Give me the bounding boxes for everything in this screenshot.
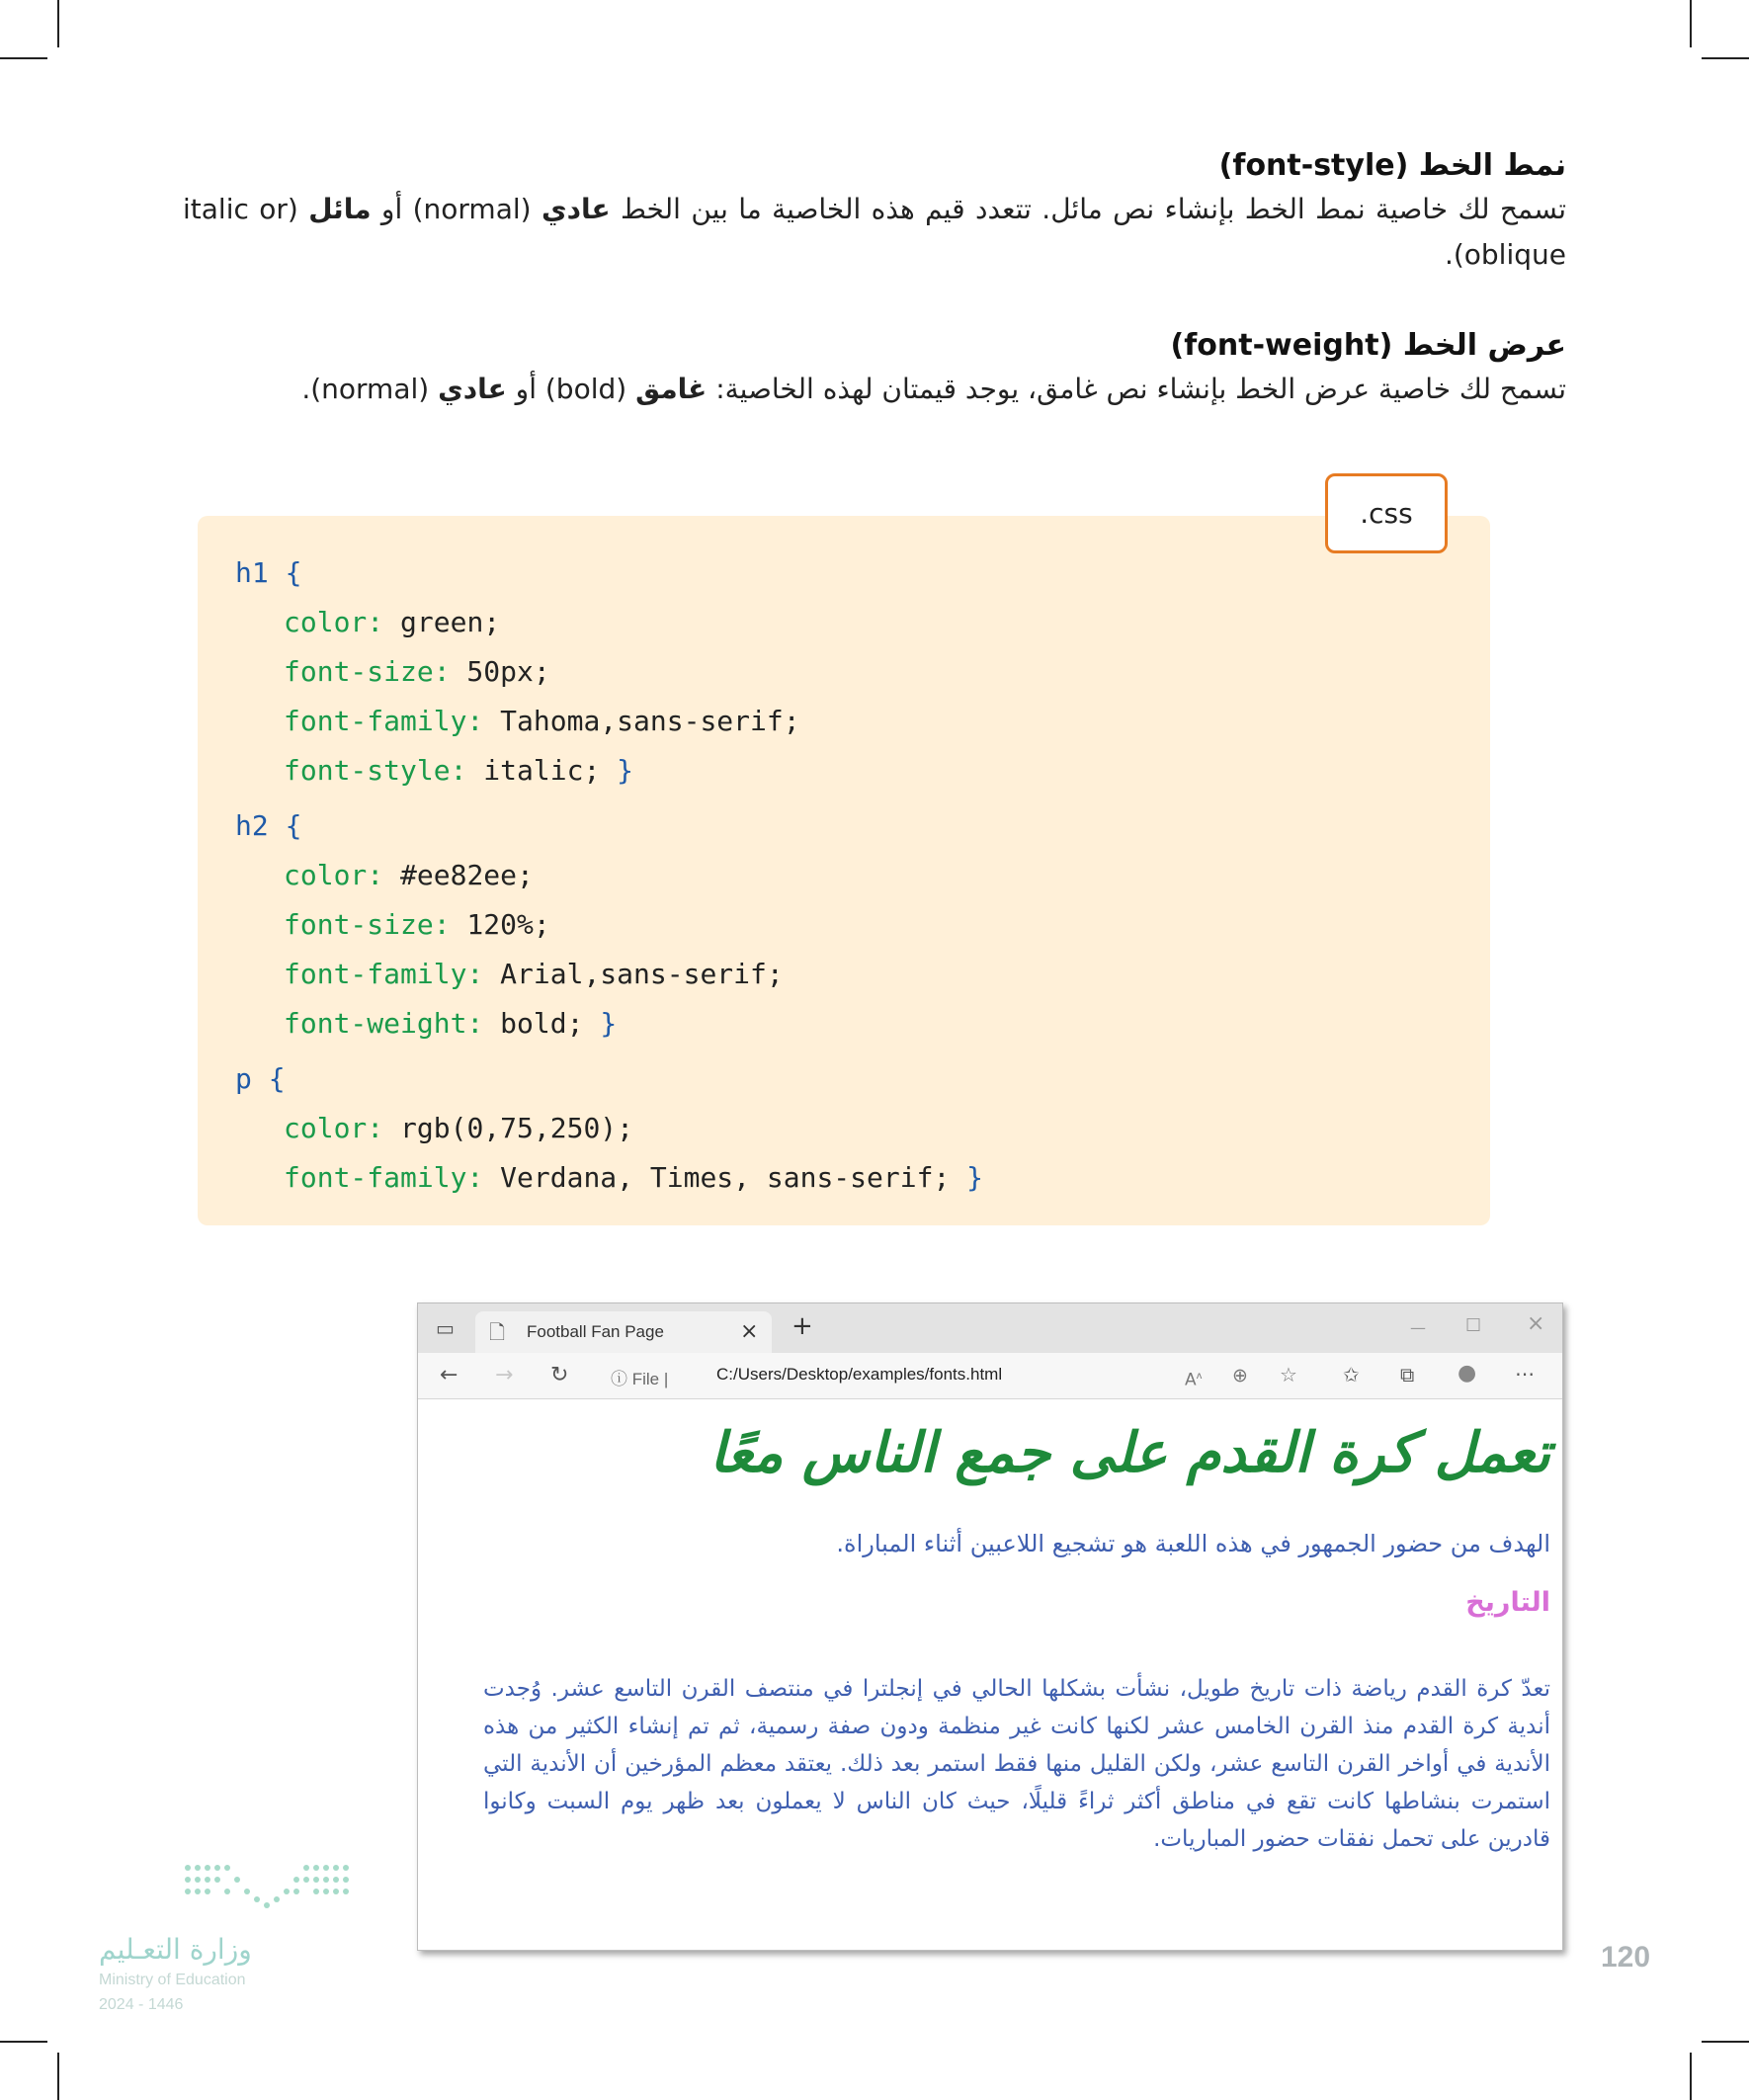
code-line: [235, 746, 983, 796]
code-line: [235, 1153, 983, 1203]
crop-mark: [57, 2053, 59, 2100]
history-heading: التاريخ: [1465, 1587, 1550, 1618]
text-run: (normal) أو: [371, 193, 541, 225]
page-heading: تعمل كرة القدم على جمع الناس معًا: [709, 1421, 1550, 1485]
css-value: rgb(0,75,250);: [383, 1112, 634, 1144]
code-line: [235, 697, 983, 746]
css-file-tab: .css: [1325, 473, 1448, 553]
intro-paragraph: الهدف من حضور الجمهور في هذه اللعبة هو تشجيع اللاعبين أثناء المباراة.: [836, 1530, 1550, 1557]
address-bar: [418, 1353, 1562, 1399]
font-weight-section: [183, 328, 1566, 412]
css-value: Arial,sans-serif;: [483, 958, 784, 990]
css-property: font-family:: [284, 705, 484, 737]
back-icon[interactable]: ←: [440, 1363, 458, 1387]
css-code: [235, 548, 983, 1203]
file-indicator: ⓘ File |: [611, 1370, 669, 1388]
crop-mark: [1702, 57, 1749, 59]
crop-mark: [57, 0, 59, 47]
css-property: color:: [284, 859, 384, 891]
font-weight-description: [183, 367, 1566, 412]
css-property: font-family:: [284, 1161, 484, 1194]
collections-icon[interactable]: ⧉: [1400, 1363, 1415, 1386]
tab-bar: [418, 1303, 1562, 1353]
crop-mark: [0, 57, 47, 59]
bold-term: عادي: [438, 373, 507, 405]
bold-term: مائل: [308, 193, 372, 225]
code-line: [235, 999, 983, 1049]
css-property: color:: [284, 1112, 384, 1144]
zoom-icon[interactable]: ⊕: [1232, 1365, 1248, 1386]
crop-mark: [0, 2041, 47, 2043]
crop-mark: [1690, 0, 1692, 47]
minimize-icon[interactable]: —: [1410, 1318, 1426, 1337]
page-content: [418, 1399, 1562, 1949]
code-line: [235, 1104, 983, 1153]
css-value: Tahoma,sans-serif;: [483, 705, 800, 737]
read-aloud-icon[interactable]: $A^ʌ$: [1185, 1370, 1203, 1390]
close-window-icon[interactable]: ×: [1527, 1311, 1545, 1336]
page-number: 120: [1601, 1941, 1651, 1974]
css-value: #ee82ee;: [383, 859, 534, 891]
css-property: font-size:: [284, 655, 451, 688]
text-run: تسمح لك خاصية نمط الخط بإنشاء نص مائل. تتعدد قيم هذه الخاصية ما بين الخط: [610, 193, 1566, 225]
profile-icon[interactable]: ●: [1458, 1361, 1477, 1386]
h1-selector: h1 {: [235, 556, 302, 589]
browser-tab[interactable]: [475, 1311, 772, 1353]
text-run: (bold) أو: [506, 373, 636, 405]
css-value: Verdana, Times, sans-serif;: [483, 1161, 967, 1194]
close-brace: }: [966, 1161, 984, 1194]
font-style-description: [183, 187, 1566, 278]
css-value: bold;: [483, 1007, 601, 1040]
css-value: 50px;: [450, 655, 550, 688]
font-weight-heading: عرض الخط (font-weight): [1170, 328, 1566, 363]
css-property: font-family:: [284, 958, 484, 990]
bold-term: عادي: [541, 193, 611, 225]
css-value: 120%;: [450, 908, 550, 941]
tab-title: Football Fan Page: [527, 1322, 664, 1341]
css-property: color:: [284, 606, 384, 638]
font-style-section: [183, 148, 1566, 278]
close-tab-icon[interactable]: ×: [740, 1319, 759, 1344]
crop-mark: [1702, 2041, 1749, 2043]
page-icon: 🗋: [489, 1320, 506, 1344]
code-line: [235, 900, 983, 950]
code-line: [235, 598, 983, 647]
css-property: font-style:: [284, 754, 467, 787]
forward-icon[interactable]: →: [495, 1363, 514, 1387]
css-value: italic;: [466, 754, 618, 787]
css-value: green;: [383, 606, 501, 638]
h2-selector: h2 {: [235, 809, 302, 842]
close-brace: }: [617, 754, 634, 787]
code-line: [235, 647, 983, 697]
history-paragraph: تعدّ كرة القدم رياضة ذات تاريخ طويل، نشأت بشكلها الحالي في إنجلترا في منتصف القرن التاسع عشر. وُجدت أندية كرة القدم منذ القرن الخامس عشر لكنها كانت غير منظمة ودون صفة رسمية، ثم تم إنشاء الكثير من هذه الأندية في أواخر القرن التاسع عشر، ولكن القليل منها فقط استمر بعد ذلك. يعتقد معظم المؤرخين أن الأندية التي استمرت بنشاطها كانت تقع في مناطق أكثر ثراءً قليلًا، حيث كان الناس لا يعملون بعد ظهر يوم السبت وكانوا قادرين على تحمل نفقات حضور المباريات.: [483, 1676, 1550, 1852]
maximize-icon[interactable]: ☐: [1465, 1315, 1482, 1336]
edition-year: 2024 - 1446: [99, 1996, 184, 2013]
new-tab-icon[interactable]: +: [791, 1311, 813, 1341]
ministry-logo-icon: [182, 1862, 350, 1913]
add-favorite-icon[interactable]: ☆: [1280, 1363, 1297, 1386]
css-property: font-weight:: [284, 1007, 484, 1040]
crop-mark: [1690, 2053, 1692, 2100]
refresh-icon[interactable]: ↻: [550, 1363, 569, 1387]
css-property: font-size:: [284, 908, 451, 941]
tab-actions-icon[interactable]: ▭: [436, 1316, 455, 1340]
p-selector: p {: [235, 1062, 286, 1095]
text-run: (italic or oblique).: [183, 193, 1566, 271]
code-line: [235, 950, 983, 999]
close-brace: }: [600, 1007, 618, 1040]
code-line: [235, 851, 983, 900]
more-options-icon[interactable]: ⋯: [1515, 1362, 1535, 1386]
browser-window: [417, 1302, 1563, 1951]
favorites-icon[interactable]: ✩: [1343, 1363, 1360, 1386]
ministry-name-english: Ministry of Education: [99, 1972, 246, 1988]
text-run: تسمح لك خاصية عرض الخط بإنشاء نص غامق، يوجد قيمتان لهذه الخاصية:: [707, 373, 1566, 405]
font-style-heading: نمط الخط (font-style): [1218, 148, 1566, 183]
url-input[interactable]: C:/Users/Desktop/examples/fonts.html: [716, 1365, 1003, 1384]
bold-term: غامق: [635, 373, 708, 405]
ministry-name-arabic: وزارة التعـليم: [99, 1933, 252, 1966]
text-run: (normal).: [301, 373, 439, 405]
